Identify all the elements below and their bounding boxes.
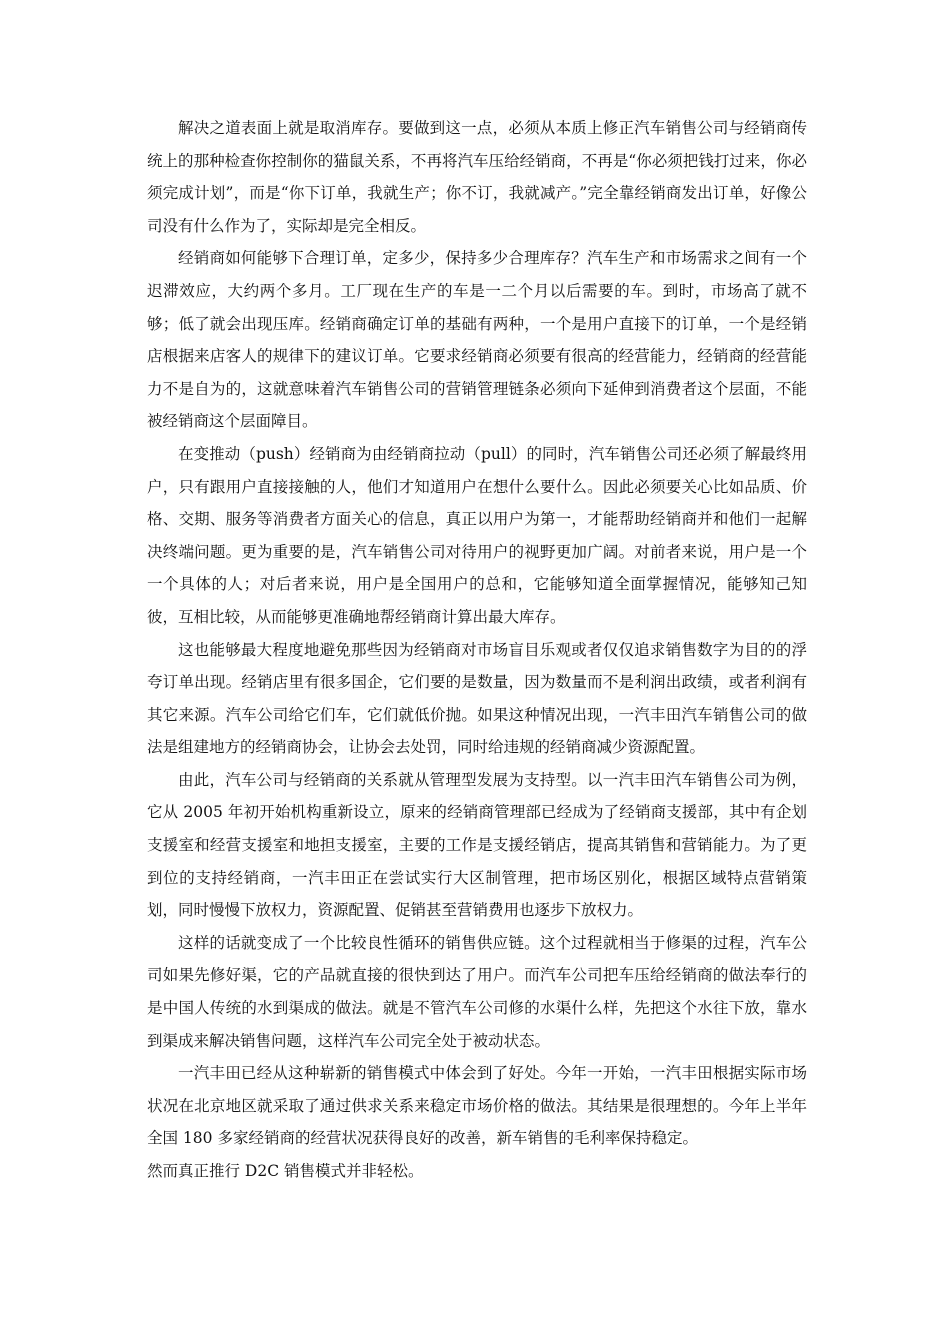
paragraph-5: 由此，汽车公司与经销商的关系就从管理型发展为支持型。以一汽丰田汽车销售公司为例，它从 2005 年初开始机构重新设立，原来的经销商管理部已经成为了经销商支援部，其中有企划支援室和经营支援室和地担支援室，主要的工作是支援经销店，提高其销售和营销能力。为了更到位的支持经销商，一汽丰田正在尝试实行大区制管理，把市场区别化，根据区域特点营销策划，同时慢慢下放权力，资源配置、促销甚至营销费用也逐步下放权力。 bbox=[147, 770, 807, 920]
paragraph-3: 在变推动（push）经销商为由经销商拉动（pull）的同时，汽车销售公司还必须了解最终用户，只有跟用户直接接触的人，他们才知道用户在想什么要什么。因此必须要关心比如品质、价格、交期、服务等消费者方面关心的信息，真正以用户为第一，才能帮助经销商并和他们一起解决终端问题。更为重要的是，汽车销售公司对待用户的视野更加广阔。对前者来说，用户是一个一个具体的人；对后者来说，用户是全国用户的总和，它能够知道全面掌握情况，能够知己知彼，互相比较，从而能够更准确地帮经销商计算出最大库存。 bbox=[147, 444, 807, 626]
paragraph-6: 这样的话就变成了一个比较良性循环的销售供应链。这个过程就相当于修渠的过程，汽车公司如果先修好渠，它的产品就直接的很快到达了用户。而汽车公司把车压给经销商的做法奉行的是中国人传统的水到渠成的做法。就是不管汽车公司修的水渠什么样，先把这个水往下放，靠水到渠成来解决销售问题，这样汽车公司完全处于被动状态。 bbox=[147, 933, 807, 1050]
paragraph-2: 经销商如何能够下合理订单，定多少，保持多少合理库存？汽车生产和市场需求之间有一个迟滞效应，大约两个多月。工厂现在生产的车是一二个月以后需要的车。到时，市场高了就不够；低了就会出现压库。经销商确定订单的基础有两种，一个是用户直接下的订单，一个是经销店根据来店客人的规律下的建议订单。它要求经销商必须要有很高的经营能力，经销商的经营能力不是自为的，这就意味着汽车销售公司的营销管理链条必须向下延伸到消费者这个层面，不能被经销商这个层面障目。 bbox=[147, 249, 807, 431]
document-body bbox=[147, 112, 807, 1188]
paragraph-1: 解决之道表面上就是取消库存。要做到这一点，必须从本质上修正汽车销售公司与经销商传统上的那种检查你控制你的猫鼠关系，不再将汽车压给经销商，不再是“你必须把钱打过来，你必须完成计划”，而是“你下订单，我就生产；你不订，我就减产。”完全靠经销商发出订单，好像公司没有什么作为了，实际却是完全相反。 bbox=[147, 119, 807, 235]
paragraph-7: 一汽丰田已经从这种崭新的销售模式中体会到了好处。今年一开始，一汽丰田根据实际市场状况在北京地区就采取了通过供求关系来稳定市场价格的做法。其结果是很理想的。今年上半年全国 180 多家经销商的经营状况获得良好的改善，新车销售的毛利率保持稳定。 bbox=[147, 1064, 807, 1148]
paragraph-4: 这也能够最大程度地避免那些因为经销商对市场盲目乐观或者仅仅追求销售数字为目的的浮夸订单出现。经销店里有很多国企，它们要的是数量，因为数量而不是利润出政绩，或者利润有其它来源。汽车公司给它们车，它们就低价抛。如果这种情况出现，一汽丰田汽车销售公司的做法是组建地方的经销商协会，让协会去处罚，同时给违规的经销商减少资源配置。 bbox=[147, 640, 807, 757]
closing-line: 然而真正推行 D2C 销售模式并非轻松。 bbox=[147, 1162, 424, 1180]
